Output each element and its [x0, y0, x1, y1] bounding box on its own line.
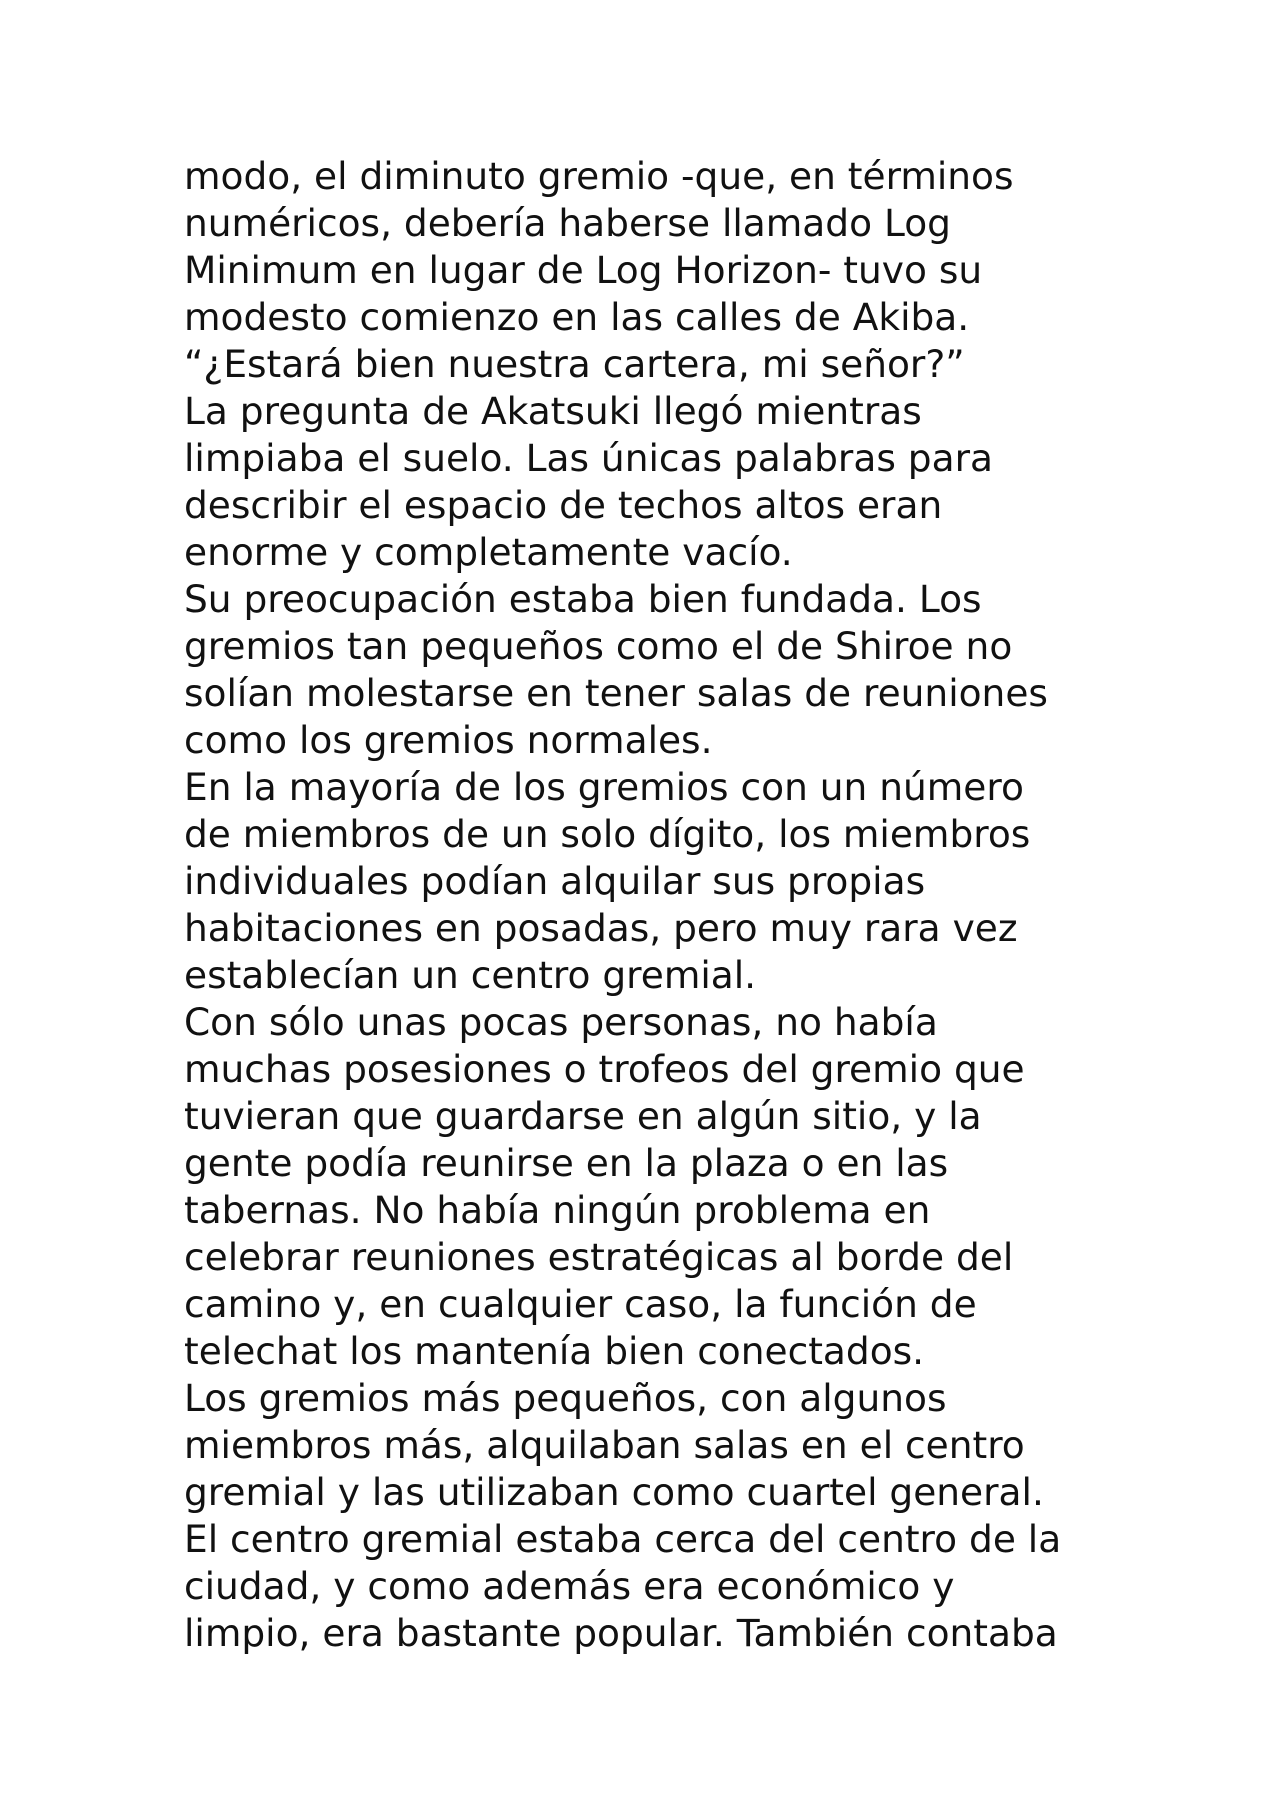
text-line: solían molestarse en tener salas de reuniones [184, 671, 1048, 715]
text-line: Minimum en lugar de Log Horizon- tuvo su [184, 248, 983, 292]
text-line: numéricos, debería haberse llamado Log [184, 201, 951, 245]
text-line: La pregunta de Akatsuki llegó mientras [184, 389, 922, 433]
text-line: gente podía reunirse en la plaza o en las [184, 1141, 949, 1185]
text-line: describir el espacio de techos altos eran [184, 483, 943, 527]
text-line: tabernas. No había ningún problema en [184, 1188, 931, 1232]
text-line: camino y, en cualquier caso, la función de [184, 1282, 977, 1326]
text-line: miembros más, alquilaban salas en el centro [184, 1423, 1025, 1467]
text-line: Su preocupación estaba bien fundada. Los [184, 577, 982, 621]
text-line: ciudad, y como además era económico y [184, 1564, 955, 1608]
text-line: “¿Estará bien nuestra cartera, mi señor?” [184, 342, 965, 386]
text-line: de miembros de un solo dígito, los miembros [184, 812, 1031, 856]
text-line: limpiaba el suelo. Las únicas palabras para [184, 436, 993, 480]
text-line: gremios tan pequeños como el de Shiroe no [184, 624, 1013, 668]
text-line: Los gremios más pequeños, con algunos [184, 1376, 947, 1420]
text-line: muchas posesiones o trofeos del gremio que [184, 1047, 1025, 1091]
text-line: modo, el diminuto gremio -que, en términos [184, 154, 1014, 198]
text-line: modesto comienzo en las calles de Akiba. [184, 295, 970, 339]
text-line: celebrar reuniones estratégicas al borde del [184, 1235, 1014, 1279]
body-text [184, 153, 1124, 1657]
text-line: En la mayoría de los gremios con un número [184, 765, 1024, 809]
text-line: El centro gremial estaba cerca del centro de la [184, 1517, 1062, 1561]
text-line: Con sólo unas pocas personas, no había [184, 1000, 938, 1044]
text-line: establecían un centro gremial. [184, 953, 757, 997]
text-line: habitaciones en posadas, pero muy rara vez [184, 906, 1018, 950]
text-line: gremial y las utilizaban como cuartel general. [184, 1470, 1044, 1514]
text-line: telechat los mantenía bien conectados. [184, 1329, 925, 1373]
text-line: limpio, era bastante popular. También contaba [184, 1611, 1058, 1655]
text-line: como los gremios normales. [184, 718, 713, 762]
text-line: tuvieran que guardarse en algún sitio, y la [184, 1094, 982, 1138]
text-line: individuales podían alquilar sus propias [184, 859, 926, 903]
text-line: enorme y completamente vacío. [184, 530, 793, 574]
